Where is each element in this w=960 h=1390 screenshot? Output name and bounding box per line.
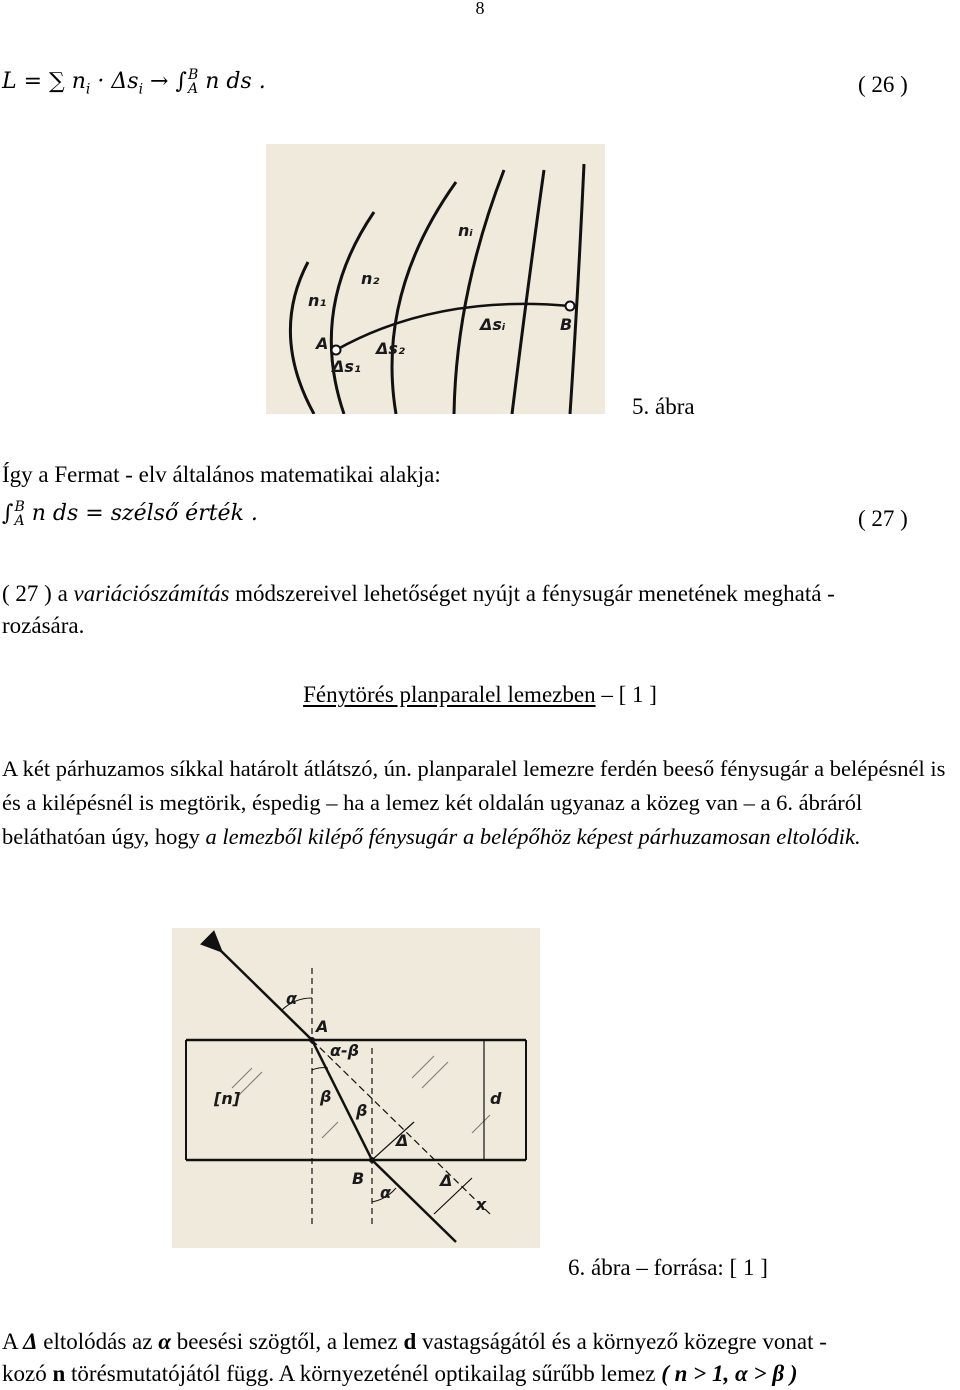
medium-boundary-6: [570, 164, 584, 414]
label-n2: n₂: [361, 269, 380, 288]
label-x: x: [476, 1195, 487, 1214]
section-heading: Fénytörés planparalel lemezben – [ 1 ]: [303, 682, 657, 707]
figure-6-drawing: [172, 928, 540, 1248]
figure-5: [266, 144, 605, 414]
label-a: A: [316, 1017, 329, 1036]
fermat-text: Így a Fermat - elv általános matematikai alakja:: [2, 462, 441, 487]
label-a: A: [316, 334, 329, 353]
label-alpha-top: α: [286, 989, 297, 1008]
label-ds2: Δs₂: [376, 339, 405, 358]
label-ni: nᵢ: [458, 221, 473, 240]
label-beta-2: β: [356, 1101, 368, 1120]
medium-boundary-4: [454, 170, 504, 414]
medium-boundary-5: [512, 170, 544, 414]
paragraph-plate: A két párhuzamos síkkal határolt átlátszó, ún. planparalel lemezre ferdén beeső fénysugár a belépésnél is és a kilépésnél is megtörik, éspedig – ha a lemez két oldalán ugyanaz a közeg van – a 6. ábráról beláthatóan úgy, hogy a lemezből kilépő fénysugár a belépőhöz képest párhuzamosan eltolódik.: [2, 756, 946, 849]
label-n1: n₁: [308, 291, 327, 310]
paragraph-displacement: A Δ eltolódás az α beesési szögtől, a lemez d vastagságától és a környező közegre vonat - kozó n törésmutatójától függ. A környezeténél optikailag sűrűbb lemez ( n > 1, α > β ): [2, 1329, 827, 1386]
point-b: [566, 302, 575, 311]
equation-26: L = ∑ $n_i \cdot \Delta s_i$ → ∫ B A n ds .: [2, 67, 266, 98]
point-a: [332, 346, 341, 355]
medium-boundary-3: [392, 182, 456, 414]
equation-27: ∫ B A n ds = szélső érték .: [2, 499, 258, 529]
label-beta-1: β: [320, 1087, 332, 1106]
label-alpha-bottom: α: [380, 1183, 391, 1202]
label-delta-2: Δ: [440, 1171, 453, 1190]
label-b: B: [560, 315, 573, 334]
point-a: [309, 1037, 315, 1043]
medium-boundary-2: [331, 212, 374, 414]
incident-ray: [216, 946, 312, 1040]
figure-5-caption: 5. ábra: [632, 394, 695, 419]
label-dsi: Δsᵢ: [480, 315, 506, 334]
label-n: [n]: [214, 1089, 241, 1108]
medium-boundary-1: [290, 262, 314, 414]
paragraph-variational: ( 27 ) a variációszámítás módszereivel lehetőséget nyújt a fénysugár menetének meghatá - rozására.: [2, 581, 835, 638]
figure-6: [172, 928, 540, 1248]
light-path: [336, 304, 573, 350]
figure-5-drawing: [266, 144, 605, 414]
section-title: Fénytörés planparalel lemezben: [303, 682, 596, 707]
equation-26-number: ( 26 ): [858, 72, 908, 97]
label-b: B: [352, 1169, 365, 1188]
figure-6-caption: 6. ábra – forrása: [ 1 ]: [568, 1255, 768, 1280]
page-number: 8: [475, 0, 485, 18]
label-delta-1: Δ: [396, 1131, 409, 1150]
label-alpha-minus-beta: α-β: [330, 1041, 360, 1060]
equation-27-number: ( 27 ): [858, 506, 908, 531]
point-b: [369, 1157, 375, 1163]
label-ds1: Δs₁: [332, 357, 361, 376]
label-d: d: [490, 1089, 502, 1108]
